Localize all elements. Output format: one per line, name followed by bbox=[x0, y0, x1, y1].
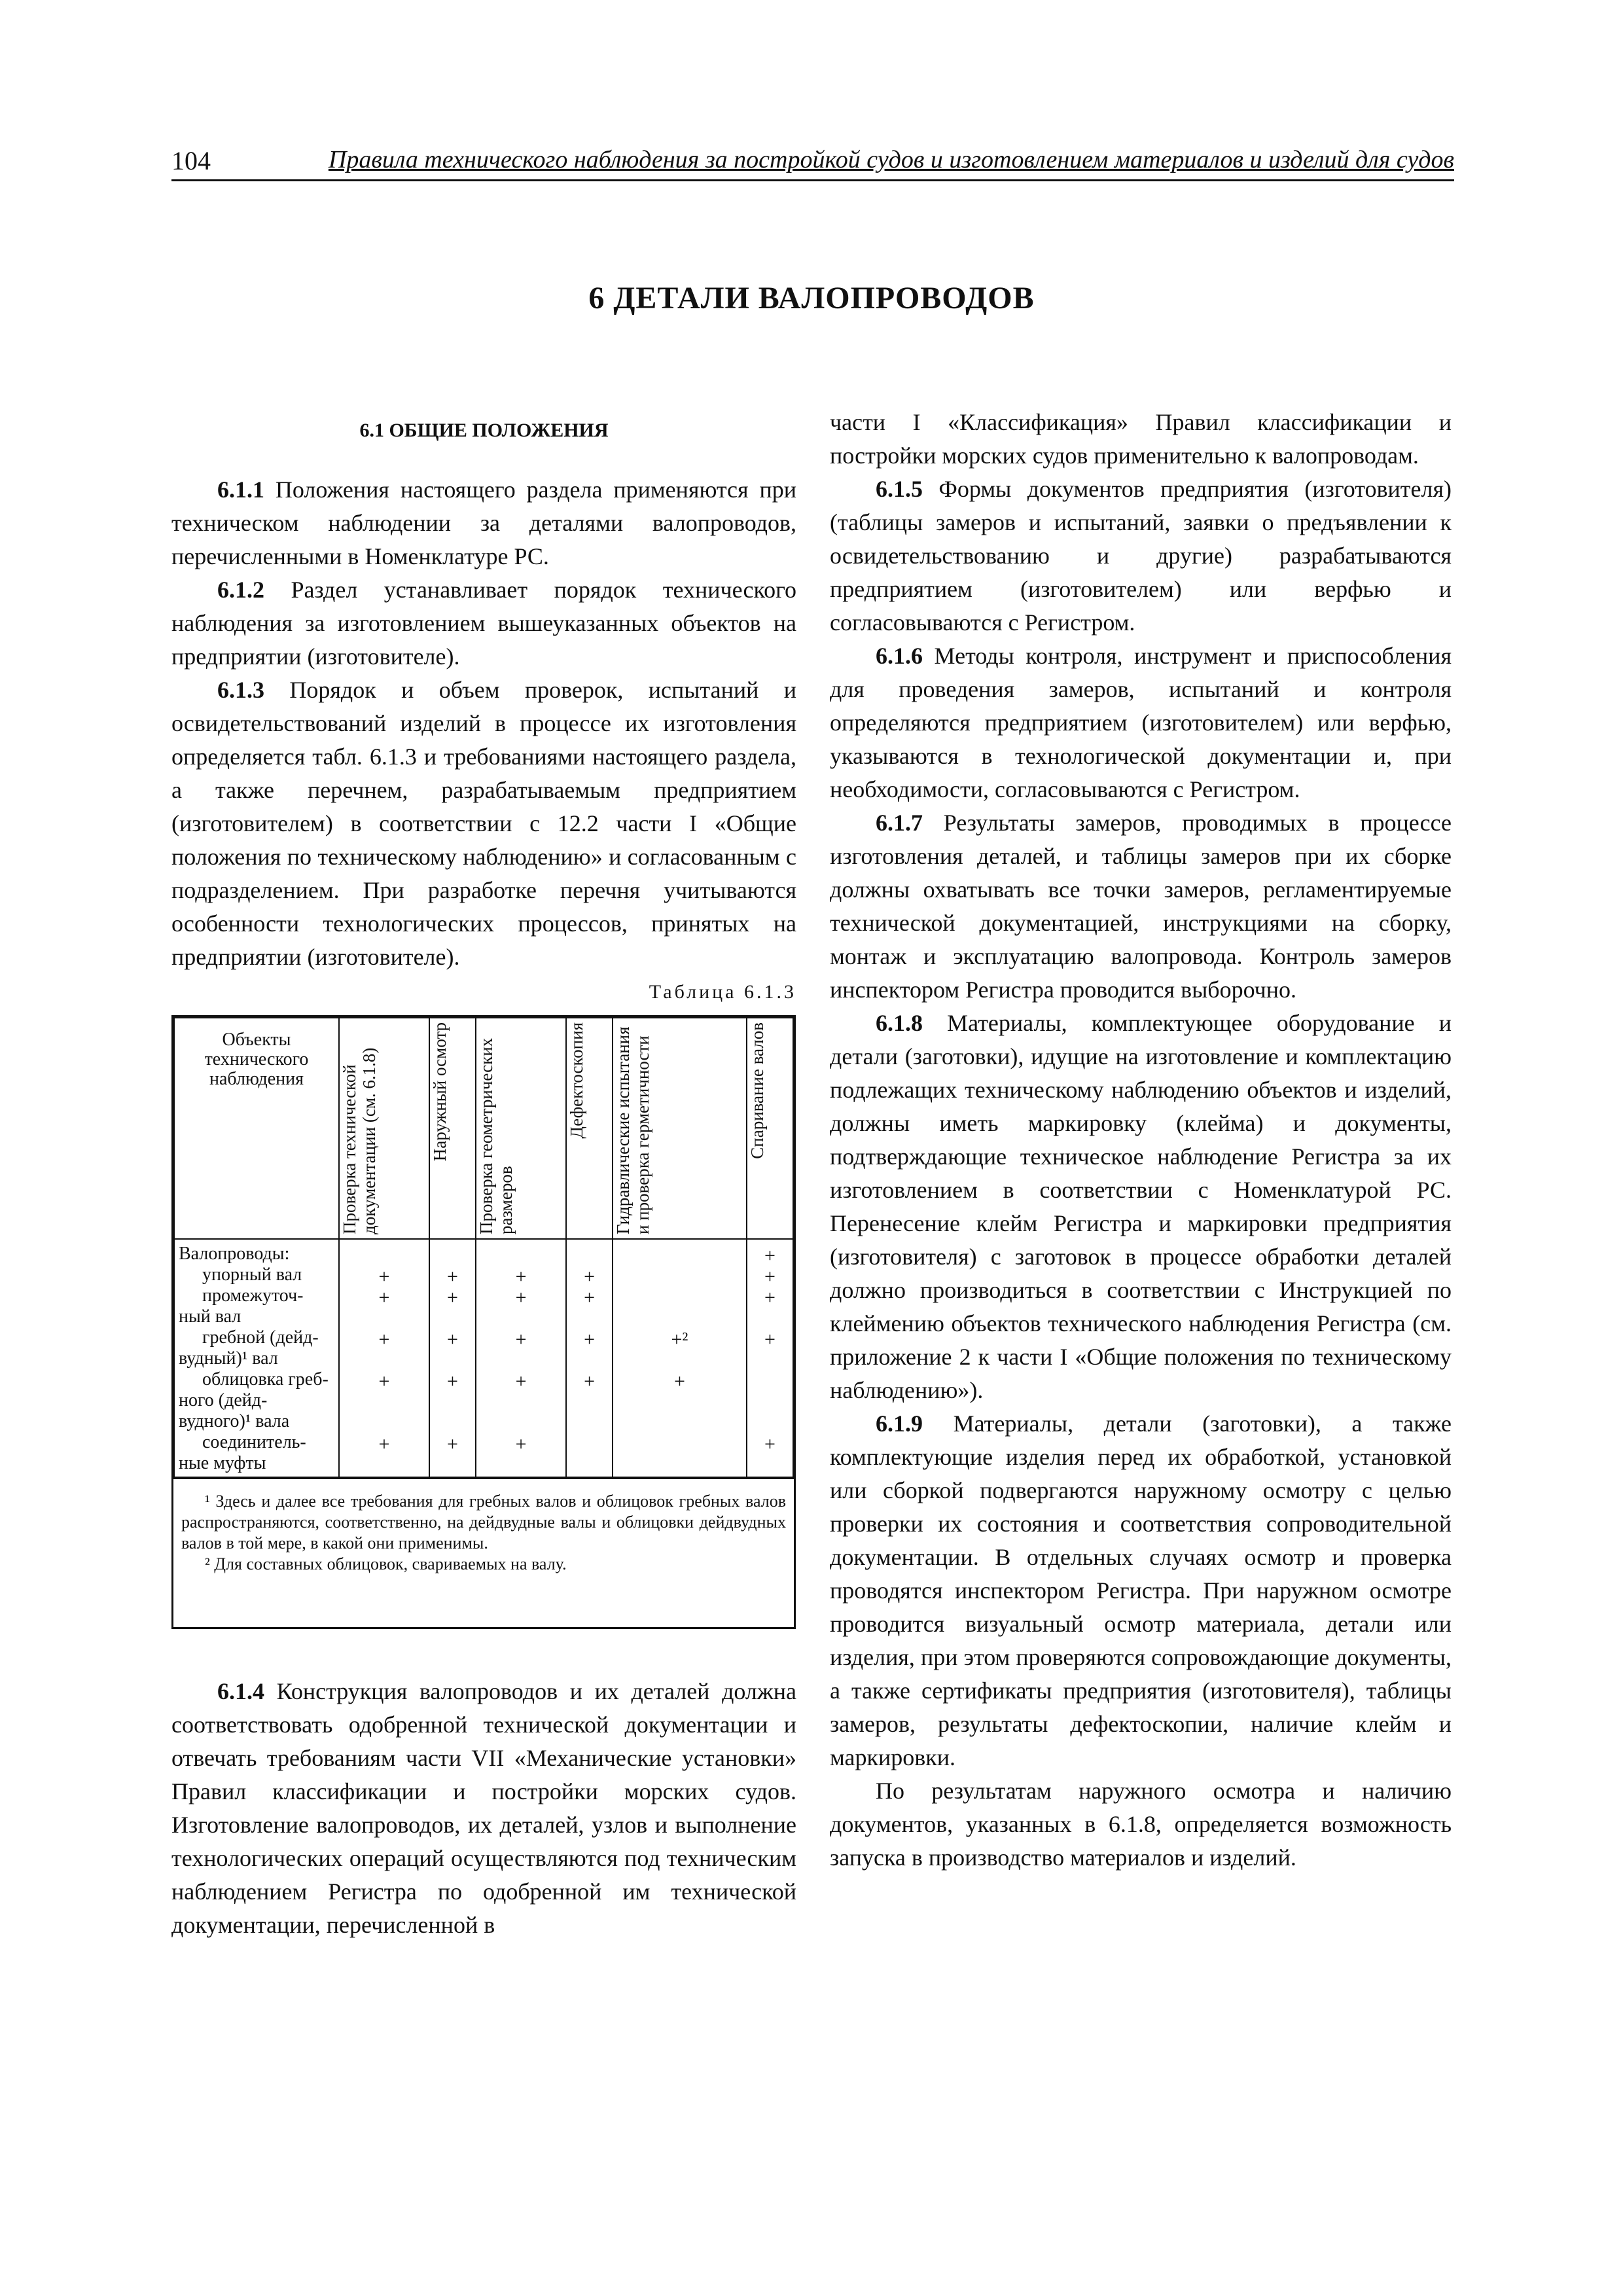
object-label: облицовка греб- bbox=[202, 1369, 329, 1390]
table-mark: + bbox=[674, 1371, 685, 1392]
table-mark: + bbox=[584, 1266, 596, 1287]
table-mark: + bbox=[378, 1266, 390, 1287]
chapter-title: 6 ДЕТАЛИ ВАЛОПРОВОДОВ bbox=[588, 281, 1035, 315]
table-caption: Таблица 6.1.3 bbox=[649, 981, 796, 1003]
table-mark: + bbox=[515, 1433, 527, 1455]
paragraph-6-1-9 bbox=[830, 1407, 1452, 1774]
paragraph-6-1-8 bbox=[830, 1007, 1452, 1407]
table-mark: + bbox=[764, 1433, 776, 1455]
marks-col-4 bbox=[566, 1239, 613, 1477]
clause-number: 6.1.1 bbox=[217, 476, 264, 503]
column-label: Наружный осмотр bbox=[429, 1022, 450, 1162]
left-column bbox=[171, 406, 796, 1942]
table-mark: + bbox=[447, 1433, 458, 1455]
header-col-3 bbox=[476, 1018, 566, 1239]
clause-number: 6.1.6 bbox=[876, 643, 923, 669]
table-mark bbox=[340, 1244, 429, 1265]
table-mark bbox=[613, 1285, 746, 1327]
table-note-1: ¹ Здесь и далее все требования для гребных валов и облицовок гребных валов распространяются, соответственно, на дейдвудные валы и облицовки дейдвудных валов в той мере, в какой они применимы. bbox=[181, 1492, 786, 1552]
table-mark: + bbox=[764, 1245, 776, 1266]
table-mark: + bbox=[515, 1329, 527, 1350]
table-mark: + bbox=[378, 1371, 390, 1392]
table-mark: + bbox=[764, 1329, 776, 1350]
page-number: 104 bbox=[171, 146, 211, 175]
clause-number: 6.1.4 bbox=[217, 1678, 264, 1704]
paragraph-6-1-4-continued: части I «Классификация» Правил классификации и постройки морских судов применительно к валопроводам. bbox=[830, 409, 1452, 469]
column-label: Дефектоскопия bbox=[566, 1022, 586, 1139]
column-label: Спаривание валов bbox=[747, 1022, 767, 1159]
table-header-row bbox=[174, 1018, 793, 1239]
clause-number: 6.1.3 bbox=[217, 677, 264, 703]
page-header bbox=[171, 145, 1454, 181]
table-mark: + bbox=[447, 1287, 458, 1308]
object-label: соединитель- bbox=[202, 1432, 306, 1452]
running-title: Правила технического наблюдения за постройкой судов и изготовлением материалов и изделий для судов bbox=[328, 146, 1454, 173]
table-mark: + bbox=[515, 1287, 527, 1308]
table-mark bbox=[613, 1432, 746, 1474]
header-col-6 bbox=[747, 1018, 793, 1239]
paragraph-final: По результатам наружного осмотра и наличию документов, указанных в 6.1.8, определяется возможность запуска в производство материалов и изделий. bbox=[830, 1778, 1452, 1871]
paragraph-text: Формы документов предприятия (изготовителя) (таблицы замеров и испытаний, заявки о предъявлении к освидетельствованию и другие) разрабатываются предприятием (изготовителем) или верфью и согласовываются с Регистром. bbox=[830, 476, 1452, 636]
table-mark: + bbox=[447, 1371, 458, 1392]
marks-col-3 bbox=[476, 1239, 566, 1477]
table-mark: + bbox=[447, 1266, 458, 1287]
paragraph-6-1-1 bbox=[171, 473, 796, 573]
table-mark bbox=[430, 1244, 475, 1265]
paragraph-text: Методы контроля, инструмент и приспособления для проведения замеров, испытаний и контроля определяются предприятием (изготовителем) или верфью, указываются в технологической документации и, при необходимости, согласовываются с Регистром. bbox=[830, 643, 1452, 802]
object-label: ные муфты bbox=[179, 1453, 266, 1473]
paragraph-6-1-2 bbox=[171, 573, 796, 673]
inspection-table-grid bbox=[173, 1017, 794, 1478]
paragraph-text: Материалы, детали (заготовки), а также комплектующие изделия перед их обработкой, установкой или сборкой подвергаются наружному осмотру с целью проверки их состояния и соответствия сопроводительной документации. В отдельных случаях осмотр и проверка проводятся инспектором Регистра. При наружном осмотре проводится визуальный осмотр материала, детали или изделия, при этом проверяются сопровождающие документы, а также сертификаты предприятия (изготовителя), таблицы замеров, результаты дефектоскопии, наличие клейм и маркировки. bbox=[830, 1410, 1452, 1770]
clause-number: 6.1.5 bbox=[876, 476, 923, 502]
paragraph-text: Раздел устанавливает порядок технического наблюдения за изготовлением вышеуказанных объектов на предприятии (изготовителе). bbox=[171, 577, 796, 670]
clause-number: 6.1.7 bbox=[876, 810, 923, 836]
paragraph-6-1-3 bbox=[171, 673, 796, 974]
object-label: гребной (дейд- bbox=[202, 1327, 319, 1348]
paragraph-6-1-4 bbox=[171, 1675, 796, 1942]
table-mark: + bbox=[378, 1433, 390, 1455]
table-mark: + bbox=[447, 1329, 458, 1350]
table-mark bbox=[567, 1244, 612, 1265]
paragraph-6-1-5 bbox=[830, 473, 1452, 639]
table-notes bbox=[173, 1478, 794, 1627]
paragraph-text: Порядок и объем проверок, испытаний и освидетельствований изделий в процессе их изготовления определяется табл. 6.1.3 и требованиями настоящего раздела, а также перечнем, разрабатываемым предприятием (изготовителем) в соответствии с 12.2 части I «Общие положения по техническому наблюдению» и согласованным с подразделением. При разработке перечня учитываются особенности технологических процессов, принятых на предприятии (изготовителе). bbox=[171, 677, 796, 970]
header-col-5 bbox=[613, 1018, 747, 1239]
paragraph-text: Конструкция валопроводов и их деталей должна соответствовать одобренной технической документации и отвечать требованиям части VII «Механические установки» Правил классификации и постройки морских судов. Изготовление валопроводов, их деталей, узлов и выполнение технологических операций осуществляются под техническим наблюдением Регистра по одобренной им технической документации, перечисленной в bbox=[171, 1678, 796, 1938]
table-mark bbox=[567, 1432, 612, 1474]
object-label: промежуточ- bbox=[202, 1285, 304, 1306]
header-objects: Объекты технического наблюдения bbox=[174, 1018, 339, 1239]
table-mark: +² bbox=[671, 1329, 688, 1350]
table-mark bbox=[613, 1244, 746, 1265]
header-col-2 bbox=[429, 1018, 476, 1239]
paragraph-text: Положения настоящего раздела применяются при техническом наблюдении за деталями валопроводов, перечисленными в Номенклатуре РС. bbox=[171, 476, 796, 569]
column-label: Проверка геометрических размеров bbox=[476, 1037, 516, 1234]
table-mark: + bbox=[764, 1266, 776, 1287]
paragraph-6-1-7 bbox=[830, 806, 1452, 1007]
object-label: вудный)¹ вал bbox=[179, 1348, 278, 1369]
table-mark: + bbox=[764, 1287, 776, 1308]
section-title: 6.1 ОБЩИЕ ПОЛОЖЕНИЯ bbox=[359, 420, 609, 441]
spacer bbox=[171, 1629, 796, 1675]
right-column bbox=[830, 406, 1452, 1874]
marks-col-2 bbox=[429, 1239, 476, 1477]
column-label: Проверка технической документации (см. 6.1.8) bbox=[340, 1047, 379, 1234]
clause-number: 6.1.8 bbox=[876, 1010, 923, 1036]
table-mark: + bbox=[584, 1287, 596, 1308]
object-label: ного (дейд- bbox=[179, 1390, 268, 1410]
clause-number: 6.1.9 bbox=[876, 1410, 923, 1437]
paragraph-text: Результаты замеров, проводимых в процессе изготовления деталей, и таблицы замеров при их сборке должны охватывать все точки замеров, регламентируемые технической документацией, инструкциями на сборку, монтаж и эксплуатацию валопровода. Контроль замеров инспектором Регистра проводится выборочно. bbox=[830, 810, 1452, 1003]
table-mark: + bbox=[584, 1329, 596, 1350]
marks-col-5 bbox=[613, 1239, 747, 1477]
marks-col-1 bbox=[339, 1239, 429, 1477]
table-mark bbox=[747, 1369, 793, 1432]
table-mark: + bbox=[584, 1371, 596, 1392]
object-label: упорный вал bbox=[202, 1265, 302, 1285]
header-col-1 bbox=[339, 1018, 429, 1239]
table-mark: + bbox=[378, 1329, 390, 1350]
table-mark: + bbox=[515, 1371, 527, 1392]
group-label: Валопроводы: bbox=[179, 1244, 290, 1264]
marks-col-6 bbox=[747, 1239, 793, 1477]
object-label: вудного)¹ вала bbox=[179, 1411, 290, 1431]
header-col-4 bbox=[566, 1018, 613, 1239]
table-mark: + bbox=[515, 1266, 527, 1287]
column-label: Гидравлические испытания и проверка герметичности bbox=[613, 1026, 653, 1234]
table-mark bbox=[613, 1265, 746, 1285]
inspection-table bbox=[171, 1015, 796, 1629]
table-mark bbox=[476, 1244, 565, 1265]
table-mark: + bbox=[378, 1287, 390, 1308]
table-note-2: ² Для составных облицовок, свариваемых на валу. bbox=[205, 1554, 567, 1573]
paragraph-6-1-6 bbox=[830, 639, 1452, 806]
paragraph-text: Материалы, комплектующее оборудование и детали (заготовки), идущие на изготовление и комплектацию подлежащих техническому наблюдению объектов и изделий, должны иметь маркировку (клейма) и документы, подтверждающие техническое наблюдение Регистра за их изготовлением в соответствии с Номенклатурой РС. Перенесение клейм Регистра и маркировки предприятия (изготовителя) с заготовок в процессе обработки деталей должно производиться в соответствии с Инструкцией по клеймению объектов технического наблюдения Регистра (см. приложение 2 к части I «Общие положения по техническому наблюдению»). bbox=[830, 1010, 1452, 1403]
objects-cell bbox=[174, 1239, 339, 1477]
table-body-row bbox=[174, 1239, 793, 1477]
clause-number: 6.1.2 bbox=[217, 577, 264, 603]
object-label: ный вал bbox=[179, 1306, 241, 1327]
